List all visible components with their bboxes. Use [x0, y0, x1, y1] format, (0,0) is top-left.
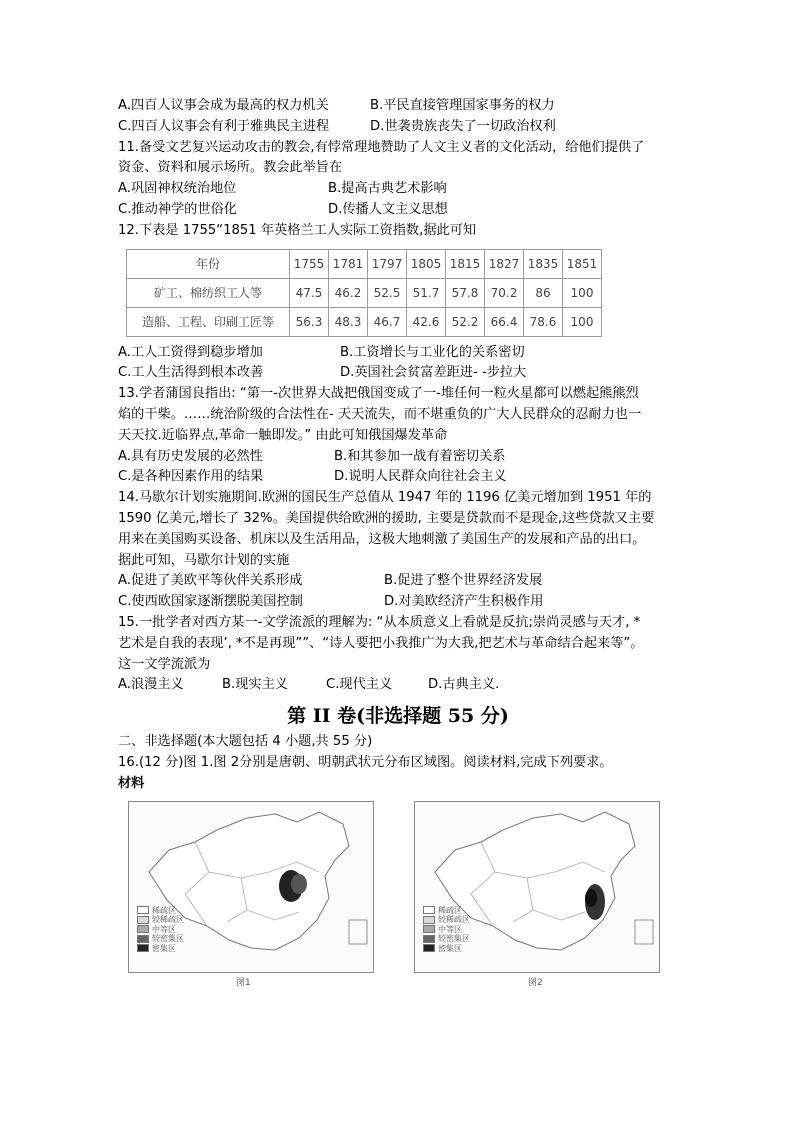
- q10-option-c: C.四百人议事会有利于雅典民主进程: [118, 118, 330, 134]
- q15-stem-line2: 艺术是自我的表现’, *不是再现””、“诗人要把小我推广为大我,把艺术与革命结合起来等”。: [118, 635, 644, 651]
- q14-stem-line1: 14.马歇尔计划实施期间.欧洲的国民生产总值从 1947 年的 1196 亿美元增加到 1951 年的: [118, 490, 652, 506]
- table-header-cell: 1805: [407, 249, 446, 278]
- map-legend-2: [423, 906, 470, 954]
- table-row: [127, 249, 602, 278]
- q10-option-b: B.平民直接管理国家事务的权力: [370, 98, 555, 113]
- q13-stem-line3: 天天抆.近临界点,革命一触即发。” 由此可知俄国爆发革命: [118, 427, 448, 443]
- q11-option-c: C.推动神学的世俗化: [118, 201, 237, 217]
- wage-index-table: [126, 249, 602, 337]
- q13-option-b: B.和其参加一战有着密切关系: [334, 448, 506, 464]
- legend-label: 稀疏区: [152, 905, 176, 915]
- legend-label: 较稀疏区: [438, 915, 470, 925]
- q12-option-b: B.工资增长与工业化的关系密切: [340, 344, 525, 360]
- q12-option-c: C.工人生活得到根本改善: [118, 365, 264, 381]
- q11-options-row1: [118, 179, 678, 200]
- table-cell: 52.2: [446, 307, 485, 336]
- table-row: [127, 278, 602, 307]
- table-cell: 66.4: [485, 307, 524, 336]
- q11-option-b: B.提高古典艺术影响: [328, 181, 447, 197]
- q14-option-b: B.促进了整个世界经济发展: [384, 573, 543, 589]
- table-cell: 51.7: [407, 278, 446, 307]
- legend-label: 密集区: [438, 943, 462, 953]
- legend-label: 较密集区: [438, 934, 470, 944]
- q14-option-a: A.促进了美欧平等伙伴关系形成: [118, 573, 303, 589]
- q15-option-c: C.现代主义: [326, 677, 393, 693]
- legend-label: 密集区: [152, 943, 176, 953]
- table-header-cell: 年份: [127, 249, 290, 278]
- q12-options-row1: [118, 343, 678, 364]
- table-cell: 57.8: [446, 278, 485, 307]
- q14-options-row2: [118, 592, 678, 613]
- q13-options-row2: [118, 467, 678, 488]
- table-cell: 造船、工程、印刷工匠等: [127, 307, 290, 336]
- table-row: [127, 307, 602, 336]
- q11-options-row2: [118, 200, 678, 221]
- q14-stem-line2: 1590 亿美元,增长了 32%。美国提供给欧洲的援助, 主要是贷款而不是现金,这些贷款又主要: [118, 510, 655, 526]
- map-figures: [118, 801, 678, 991]
- q15-option-b: B.现实主义: [222, 677, 288, 693]
- legend-label: 中等区: [152, 924, 176, 934]
- q10-options: [118, 96, 678, 117]
- q13-stem-line2: 焰的干柴。……统治阶级的合法性在- 天天流失，而不堪重负的广大人民群众的忍耐力也一: [118, 406, 642, 422]
- table-cell: 矿工、棉纺织工人等: [127, 278, 290, 307]
- q13-option-a: A.具有历史发展的必然性: [118, 448, 263, 464]
- table-cell: 78.6: [524, 307, 563, 336]
- legend-label: 较稀疏区: [152, 915, 184, 925]
- q16-stem: 16.(12 分)图 1.图 2分别是唐朝、明朝武状元分布区域图。阅读材料,完成下列要求。: [118, 754, 613, 770]
- q14-option-d: D.对美欧经济产生积极作用: [384, 594, 544, 610]
- q13-option-c: C.是各种因素作用的结果: [118, 469, 264, 485]
- table-cell: 100: [563, 307, 602, 336]
- table-cell: 46.2: [329, 278, 368, 307]
- q15-options: [118, 675, 678, 696]
- q11-option-d: D.传播人文主义思想: [328, 201, 448, 217]
- q15-option-d: D.古典主义.: [428, 677, 500, 693]
- q14-option-c: C.使西欧国家逐渐摆脱美国控制: [118, 594, 303, 610]
- q15-option-a: A.浪漫主义: [118, 677, 184, 693]
- table-header-cell: 1755: [290, 249, 329, 278]
- q10-option-d: D.世袭贵族丧失了一切政治权利: [370, 118, 556, 134]
- q14-stem-line4: 据此可知，马歇尔计划的实施: [118, 552, 290, 568]
- q10-options-row2: [118, 117, 678, 138]
- legend-label: 中等区: [438, 924, 462, 934]
- table-cell: 100: [563, 278, 602, 307]
- q12-stem: 12.下表是 1755“1851 年英格兰工人实际工资指数,据此可知: [118, 222, 477, 238]
- q15-stem-line1: 15.一批学者对西方某一-文学流派的理解为: “从本质意义上看就是反抗;崇尚灵感与天才, *: [118, 614, 641, 630]
- q11-stem-line2: 资金、资料和展示场所。教会此举旨在: [118, 160, 343, 176]
- table-cell: 46.7: [368, 307, 407, 336]
- q12-option-d: D.英国社会贫富差距进- -步拉大: [340, 365, 527, 381]
- part2-heading: 二、非选择题(本大题包括 4 小题,共 55 分): [118, 734, 373, 750]
- q13-stem-line1: 13.学者蒲国良指出: “第一-次世界大战把俄国变成了一-堆任何一粒火星都可以燃起熊熊烈: [118, 386, 639, 402]
- q14-stem-line3: 用来在美国购买设备、机床以及生活用品，这极大地刺激了美国生产的发展和产品的出口。: [118, 531, 646, 547]
- table-header-cell: 1851: [563, 249, 602, 278]
- q11-option-a: A.巩固神权统治地位: [118, 181, 237, 197]
- table-header-cell: 1781: [329, 249, 368, 278]
- map-figure-1: [128, 801, 374, 973]
- q13-options-row1: [118, 447, 678, 468]
- table-header-cell: 1827: [485, 249, 524, 278]
- table-header-cell: 1835: [524, 249, 563, 278]
- map-figure-2: [414, 801, 660, 973]
- table-cell: 47.5: [290, 278, 329, 307]
- q13-option-d: D.说明人民群众向往社会主义: [334, 469, 507, 485]
- table-cell: 42.6: [407, 307, 446, 336]
- table-header-cell: 1797: [368, 249, 407, 278]
- map-caption-2: 图2: [528, 977, 543, 988]
- section-title: 第 II 卷(非选择题 55 分): [287, 705, 509, 728]
- table-cell: 52.5: [368, 278, 407, 307]
- q10-option-a: A.四百人议事会成为最高的权力机关: [118, 98, 329, 113]
- table-cell: 56.3: [290, 307, 329, 336]
- map-legend-1: [137, 906, 184, 954]
- legend-label: 稀疏区: [438, 905, 462, 915]
- exam-page: [118, 96, 678, 991]
- table-cell: 86: [524, 278, 563, 307]
- table-cell: 70.2: [485, 278, 524, 307]
- table-header-cell: 1815: [446, 249, 485, 278]
- q15-stem-line3: 这一文学流派为: [118, 656, 211, 672]
- material-label: 材料: [118, 775, 145, 791]
- table-cell: 48.3: [329, 307, 368, 336]
- q12-option-a: A.工人工资得到稳步增加: [118, 344, 263, 360]
- q11-stem-line1: 11.备受文艺复兴运动攻击的教会,有悖常理地赞助了人文主义者的文化活动，给他们提供了: [118, 139, 645, 155]
- legend-label: 较密集区: [152, 934, 184, 944]
- map-caption-1: 图1: [236, 977, 251, 988]
- q12-options-row2: [118, 363, 678, 384]
- q14-options-row1: [118, 571, 678, 592]
